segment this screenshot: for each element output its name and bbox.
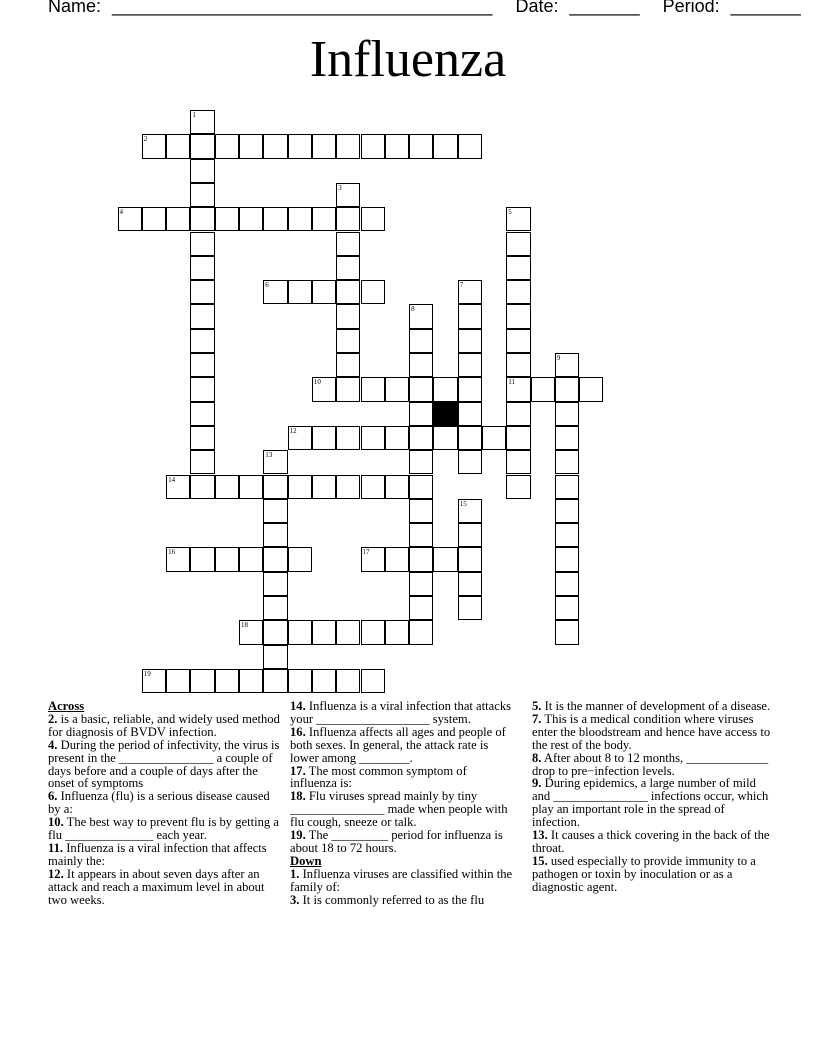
crossword-cell[interactable] [458,426,482,450]
clue-number: 18 [241,621,248,630]
name-label: Name: [48,0,102,16]
crossword-cell[interactable] [458,572,482,596]
crossword-cell[interactable] [263,134,287,158]
crossword-cell[interactable] [336,377,360,401]
crossword-cell[interactable] [263,669,287,693]
date-label: Date: [515,0,559,16]
crossword-cell[interactable] [385,426,409,450]
crossword-cell[interactable] [190,377,214,401]
crossword-cell[interactable] [166,547,190,571]
crossword-cell[interactable] [166,207,190,231]
crossword-cell[interactable] [239,475,263,499]
crossword-cell[interactable] [190,159,214,183]
clue-number: 12 [289,426,297,435]
crossword-cell[interactable] [288,280,312,304]
crossword-cell[interactable] [409,402,433,426]
crossword-cell[interactable] [190,329,214,353]
crossword-cell[interactable] [409,377,433,401]
crossword-cell[interactable] [458,523,482,547]
crossword-cell[interactable] [361,207,385,231]
crossword-cell[interactable] [506,377,530,401]
crossword-cell[interactable] [263,523,287,547]
crossword-cell[interactable] [190,402,214,426]
crossword-cell[interactable] [312,207,336,231]
crossword-cell[interactable] [190,353,214,377]
crossword-cell[interactable] [190,669,214,693]
crossword-cell[interactable] [409,499,433,523]
clue-down-13: 13. It causes a thick covering in the back of the throat. [532,828,770,855]
clue-down-5: 5. It is the manner of development of a disease. [532,699,771,713]
crossword-cell[interactable] [190,207,214,231]
crossword-cell[interactable] [361,134,385,158]
crossword-cell[interactable] [458,304,482,328]
clue-number: 16 [168,548,176,557]
clue-down-9: 9. During epidemics, a large number of mild and _______________ infections occur, which play an important role in the spread of infection. [532,776,769,830]
clue-number: 11 [508,378,516,387]
crossword-cell[interactable] [166,669,190,693]
crossword-cell[interactable] [433,547,457,571]
crossword-cell[interactable] [506,232,530,256]
crossword-cell[interactable] [506,329,530,353]
crossword-cell[interactable] [312,669,336,693]
crossword-cell[interactable] [409,329,433,353]
clue-across-17: 17. The most common symptom of influenza is: [290,763,467,791]
clue-down-1: 1. Influenza viruses are classified within the family of: [290,866,513,894]
crossword-cell[interactable] [458,499,482,523]
crossword-cell[interactable] [409,426,433,450]
clue-across-11: 11. Influenza is a viral infection that affects mainly the: [48,840,267,868]
crossword-cell[interactable] [385,620,409,644]
crossword-cell[interactable] [409,353,433,377]
crossword-cell[interactable] [336,426,360,450]
clue-number: 6 [265,281,269,290]
crossword-cell[interactable] [288,207,312,231]
crossword-cell[interactable] [458,547,482,571]
crossword-cell[interactable] [458,377,482,401]
clue-across-18: 18. Flu viruses spread mainly by tiny _______________ made when people with flu cough, sneeze or talk. [290,789,508,830]
crossword-cell[interactable] [336,134,360,158]
crossword-cell[interactable] [215,669,239,693]
crossword-cell[interactable] [190,256,214,280]
crossword-cell[interactable] [239,620,263,644]
crossword-cell[interactable] [361,620,385,644]
crossword-cell[interactable] [361,426,385,450]
crossword-cell[interactable] [312,620,336,644]
crossword-cell[interactable] [506,280,530,304]
crossword-cell[interactable] [555,620,579,644]
crossword-cell[interactable] [288,620,312,644]
crossword-cell[interactable] [263,207,287,231]
clue-number: 8 [411,305,415,314]
crossword-cell[interactable] [142,134,166,158]
clue-number: 3 [338,183,342,192]
crossword-cell[interactable] [190,547,214,571]
crossword-cell[interactable] [312,134,336,158]
crossword-cell[interactable] [361,669,385,693]
clue-across-4: 4. During the period of infectivity, the virus is present in the _______________ a couple of days before and a couple of days after the onset of symptoms [48,737,280,791]
crossword-cell[interactable] [361,475,385,499]
crossword-cell[interactable] [385,377,409,401]
crossword-cell[interactable] [385,547,409,571]
crossword-cell[interactable] [239,207,263,231]
crossword-cell[interactable] [555,547,579,571]
crossword-cell[interactable] [336,256,360,280]
clue-across-6: 6. Influenza (flu) is a serious disease caused by a: [48,789,270,817]
crossword-cell[interactable] [288,426,312,450]
crossword-cell[interactable] [555,450,579,474]
crossword-cell[interactable] [312,377,336,401]
crossword-cell[interactable] [166,475,190,499]
crossword-cell[interactable] [190,304,214,328]
crossword-cell[interactable] [239,669,263,693]
crossword-cell[interactable] [190,475,214,499]
crossword-cell[interactable] [312,280,336,304]
crossword-cell[interactable] [433,377,457,401]
crossword-cell[interactable] [409,620,433,644]
crossword-cell[interactable] [555,499,579,523]
blocked-cell [433,402,457,426]
crossword-cell[interactable] [506,304,530,328]
crossword-cell[interactable] [506,450,530,474]
crossword-cell[interactable] [409,475,433,499]
crossword-cell[interactable] [215,475,239,499]
clue-number: 9 [556,354,561,362]
crossword-cell[interactable] [506,256,530,280]
clue-number: 19 [143,669,151,678]
crossword-cell[interactable] [288,547,312,571]
crossword-cell[interactable] [263,547,287,571]
crossword-cell[interactable] [409,547,433,571]
crossword-cell[interactable] [336,304,360,328]
crossword-cell[interactable] [555,353,579,377]
clues-column-2 [290,700,516,907]
crossword-cell[interactable] [336,183,360,207]
crossword-cell[interactable] [336,329,360,353]
crossword-cell[interactable] [336,620,360,644]
crossword-cell[interactable] [263,620,287,644]
clue-number: 5 [508,208,512,217]
crossword-cell[interactable] [506,426,530,450]
crossword-cell[interactable] [190,134,214,158]
crossword-cell[interactable] [555,596,579,620]
crossword-cell[interactable] [142,669,166,693]
clue-down-3: 3. It is commonly referred to as the flu [290,892,485,907]
crossword-cell[interactable] [555,426,579,450]
clue-across-16: 16. Influenza affects all ages and people of both sexes. In general, the attack rate is lower among ________. [290,724,506,765]
date-blank[interactable]: _______ [569,0,640,16]
name-blank[interactable]: ______________________________________ [112,0,493,16]
crossword-cell[interactable] [506,353,530,377]
crossword-cell[interactable] [409,596,433,620]
clue-number: 2 [143,135,148,144]
clue-number: 15 [459,499,467,508]
crossword-cell[interactable] [288,669,312,693]
crossword-cell[interactable] [506,207,530,231]
crossword-cell[interactable] [215,207,239,231]
crossword-cell[interactable] [263,475,287,499]
clues-column-3 [532,700,772,894]
crossword-cell[interactable] [263,596,287,620]
crossword-cell[interactable] [531,377,555,401]
crossword-cell[interactable] [190,232,214,256]
crossword-cell[interactable] [239,547,263,571]
crossword-cell[interactable] [215,134,239,158]
crossword-cell[interactable] [409,450,433,474]
crossword-cell[interactable] [433,426,457,450]
crossword-cell[interactable] [458,596,482,620]
crossword-cell[interactable] [263,645,287,669]
clue-down-8: 8. After about 8 to 12 months, _____________ drop to pre−infection levels. [532,750,769,778]
crossword-cell[interactable] [482,426,506,450]
crossword-cell[interactable] [336,207,360,231]
crossword-cell[interactable] [263,450,287,474]
crossword-cell[interactable] [506,402,530,426]
crossword-cell[interactable] [336,280,360,304]
crossword-cell[interactable] [458,134,482,158]
crossword-cell[interactable] [433,134,457,158]
clue-number: 1 [192,111,196,119]
crossword-cell[interactable] [361,547,385,571]
period-blank[interactable]: _______ [730,0,801,16]
clue-across-10: 10. The best way to prevent flu is by getting a flu ______________ each year. [48,815,279,843]
crossword-cell[interactable] [190,450,214,474]
crossword-cell[interactable] [458,402,482,426]
clue-number: 13 [265,451,273,460]
crossword-cell[interactable] [385,475,409,499]
clue-number: 14 [168,475,176,484]
clue-across-14: 14. Influenza is a viral infection that attacks your __________________ system. [290,699,512,726]
crossword-cell[interactable] [579,377,603,401]
crossword-cell[interactable] [361,377,385,401]
crossword-cell[interactable] [239,134,263,158]
crossword-cell[interactable] [118,207,142,231]
crossword-cell[interactable] [555,402,579,426]
crossword-cell[interactable] [555,572,579,596]
crossword-cell[interactable] [288,134,312,158]
crossword-cell[interactable] [336,669,360,693]
clue-down-7: 7. This is a medical condition where viruses enter the bloodstream and hence have access to the rest of the body. [532,711,771,752]
crossword-cell[interactable] [336,232,360,256]
crossword-cell[interactable] [263,572,287,596]
crossword-cell[interactable] [336,353,360,377]
clues-column-1 [48,700,284,907]
crossword-cell[interactable] [458,450,482,474]
clue-number: 7 [459,281,464,290]
crossword-cell[interactable] [190,110,214,134]
down-heading: Down [290,853,322,868]
crossword-cell[interactable] [190,426,214,450]
crossword-cell[interactable] [458,353,482,377]
page-title: Influenza [309,31,507,88]
crossword-cell[interactable] [288,475,312,499]
clue-across-2: 2. is a basic, reliable, and widely used method for diagnosis of BVDV infection. [48,711,280,739]
crossword-cell[interactable] [409,134,433,158]
clue-number: 10 [313,378,321,387]
crossword-cell[interactable] [166,134,190,158]
clue-across-19: 19. The _________ period for influenza is about 18 to 72 hours. [290,828,503,855]
crossword-cell[interactable] [555,475,579,499]
crossword-cell[interactable] [263,280,287,304]
clue-across-12: 12. It appears in about seven days after an attack and reach a maximum level in about two weeks. [48,866,265,907]
crossword-cell[interactable] [190,183,214,207]
crossword-cell[interactable] [336,475,360,499]
crossword-cell[interactable] [555,377,579,401]
crossword-cell[interactable] [555,523,579,547]
across-heading: Across [48,699,85,713]
crossword-cell[interactable] [458,280,482,304]
crossword-cell[interactable] [312,426,336,450]
crossword-cell[interactable] [409,572,433,596]
clue-number: 4 [119,208,123,217]
crossword-cell[interactable] [263,499,287,523]
crossword-cell[interactable] [190,280,214,304]
crossword-cell[interactable] [385,134,409,158]
crossword-cell[interactable] [312,475,336,499]
crossword-cell[interactable] [142,207,166,231]
crossword-cell[interactable] [458,329,482,353]
crossword-cell[interactable] [409,523,433,547]
crossword-cell[interactable] [215,547,239,571]
crossword-cell[interactable] [506,475,530,499]
clue-down-15: 15. used especially to provide immunity to a pathogen or toxin by inoculation or as a diagnostic agent. [532,853,756,894]
period-label: Period: [662,0,720,16]
crossword-cell[interactable] [409,304,433,328]
crossword-cell[interactable] [361,280,385,304]
clue-number: 17 [362,548,370,557]
